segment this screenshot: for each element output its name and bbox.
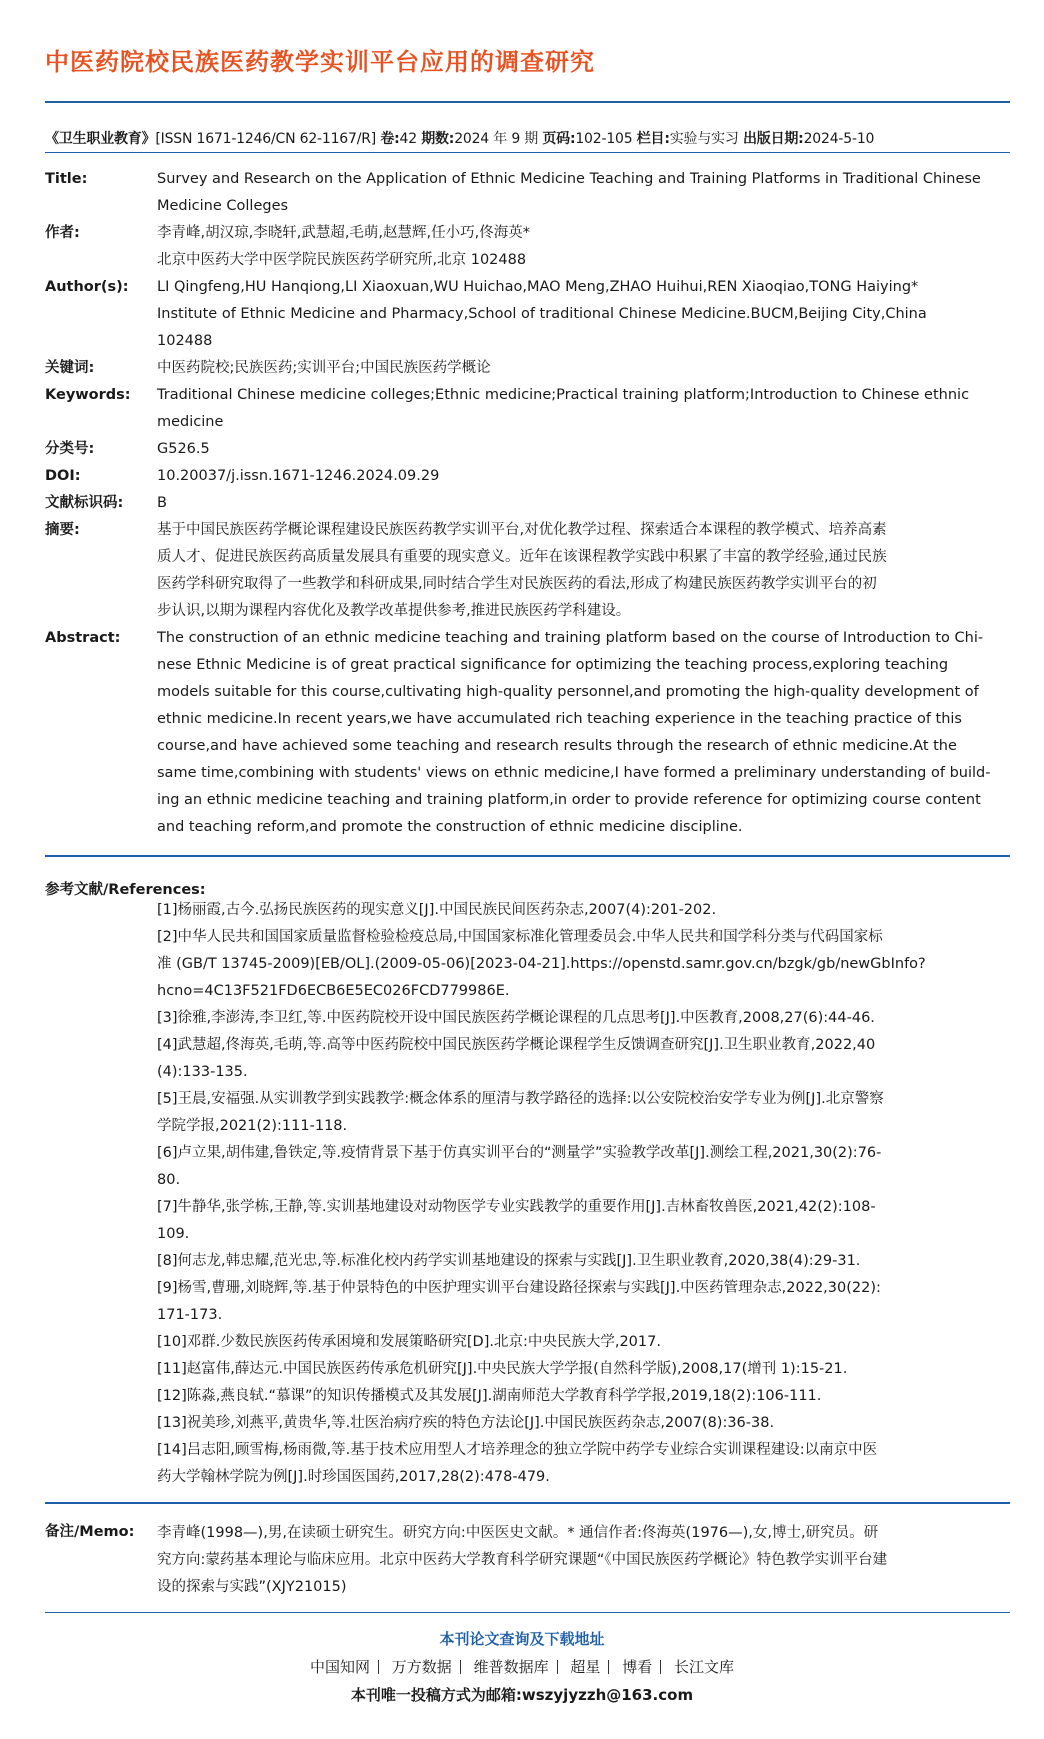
reference-item xyxy=(157,1086,1005,1140)
text-line: ethnic medicine.In recent years,we have accumulated rich teaching experience in the teaching practice of this xyxy=(157,711,962,727)
issue-label: 期数: xyxy=(421,131,455,147)
reference-line: [4]武慧超,佟海英,毛萌,等.高等中医药院校中国民族医药学概论课程学生反馈调查研究[J].卫生职业教育,2022,40 xyxy=(157,1037,876,1053)
publication-meta xyxy=(45,128,1015,148)
pages-label: 页码: xyxy=(542,131,576,147)
reference-line: 药大学翰林学院为例[J].时珍国医国药,2017,28(2):478-479. xyxy=(157,1469,550,1485)
field-value xyxy=(157,436,1005,463)
article-title: 中医药院校民族医药教学实训平台应用的调查研究 xyxy=(45,48,595,76)
reference-line: 171-173. xyxy=(157,1307,223,1323)
memo-label: 备注/Memo: xyxy=(45,1524,135,1540)
reference-line: [1]杨丽霞,古今.弘扬民族医药的现实意义[J].中国民族民间医药杂志,2007(4):201-202. xyxy=(157,902,717,918)
field-value xyxy=(157,463,1005,490)
reference-line: [12]陈淼,燕良轼.“慕课”的知识传播模式及其发展[J].湖南师范大学教育科学学报,2019,18(2):106-111. xyxy=(157,1388,822,1404)
reference-item xyxy=(157,924,1005,1005)
reference-line: [2]中华人民共和国国家质量监督检验检疫总局,中国国家标准化管理委员会.中华人民共和国学科分类与代码国家标 xyxy=(157,929,883,945)
field-value xyxy=(157,517,1005,625)
text-line: same time,combining with students' views on ethnic medicine,I have formed a preliminary understanding of build- xyxy=(157,765,991,781)
reference-line: [3]徐雅,李澎涛,李卫红,等.中医药院校开设中国民族医药学概论课程的几点思考[J].中医教育,2008,27(6):44-46. xyxy=(157,1010,875,1026)
reference-line: [13]祝美珍,刘燕平,黄贵华,等.壮医治病疗疾的特色方法论[J].中国民族医药杂志,2007(8):36-38. xyxy=(157,1415,775,1431)
reference-line: [8]何志龙,韩忠耀,范光忠,等.标准化校内药学实训基地建设的探索与实践[J].卫生职业教育,2020,38(4):29-31. xyxy=(157,1253,861,1269)
text-line: 究方向:蒙药基本理论与临床应用。北京中医药大学教育科学研究课题“《中国民族医药学概论》特色教学实训平台建 xyxy=(157,1552,888,1568)
site-bookan[interactable]: 博看 xyxy=(622,1658,653,1676)
footer-rule xyxy=(45,1612,1010,1613)
reference-item xyxy=(157,1248,1005,1275)
reference-item xyxy=(157,1383,1005,1410)
reference-line: hcno=4C13F521FD6ECB6E5EC026FCD779986E. xyxy=(157,983,510,999)
journal-name: 《卫生职业教育》 xyxy=(45,131,156,147)
reference-item xyxy=(157,1032,1005,1086)
text-line: 北京中医药大学中医学院民族医药学研究所,北京 102488 xyxy=(157,252,527,268)
reference-line: [7]牛静华,张学栋,王静,等.实训基地建设对动物医学专业实践教学的重要作用[J].吉林畜牧兽医,2021,42(2):108- xyxy=(157,1199,876,1215)
text-line: ing an ethnic medicine teaching and training platform,in order to provide reference for optimizing course content xyxy=(157,792,981,808)
column: 实验与实习 xyxy=(669,131,739,147)
reference-line: (4):133-135. xyxy=(157,1064,248,1080)
reference-line: [5]王晨,安福强.从实训教学到实践教学:概念体系的厘清与教学路径的选择:以公安院校治安学专业为例[J].北京警察 xyxy=(157,1091,884,1107)
reference-item xyxy=(157,1005,1005,1032)
text-line: models suitable for this course,cultivating high-quality personnel,and promoting the high-quality development of xyxy=(157,684,979,700)
site-cnki[interactable]: 中国知网 xyxy=(310,1658,371,1676)
reference-line: [9]杨雪,曹珊,刘晓辉,等.基于仲景特色的中医护理实训平台建设路径探索与实践[J].中医药管理杂志,2022,30(22): xyxy=(157,1280,881,1296)
references-list xyxy=(157,897,1005,1491)
divider xyxy=(378,1660,379,1674)
site-vip[interactable]: 维普数据库 xyxy=(473,1658,549,1676)
field-label: Title: xyxy=(45,171,88,187)
reference-line: 准 (GB/T 13745-2009)[EB/OL].(2009-05-06)[2023-04-21].https://openstd.samr.gov.cn/bzgk/gb/newGbInfo? xyxy=(157,956,926,972)
text-line: The construction of an ethnic medicine teaching and training platform based on the course of Introduction to Chi- xyxy=(157,630,984,646)
text-line: LI Qingfeng,HU Hanqiong,LI Xiaoxuan,WU Huichao,MAO Meng,ZHAO Huihui,REN Xiaoqiao,TONG Haiying* xyxy=(157,279,919,295)
field-label: 作者: xyxy=(45,225,80,241)
text-line: and teaching reform,and promote the construction of ethnic medicine discipline. xyxy=(157,819,743,835)
reference-item xyxy=(157,897,1005,924)
reference-item xyxy=(157,1356,1005,1383)
reference-line: 80. xyxy=(157,1172,181,1188)
reference-item xyxy=(157,1437,1005,1491)
divider xyxy=(660,1660,661,1674)
memo-rule xyxy=(45,1502,1010,1504)
text-line: B xyxy=(157,495,167,511)
text-line: 设的探索与实践”(XJY21015) xyxy=(157,1579,347,1595)
abstract-rule xyxy=(45,855,1010,857)
reference-line: [6]卢立果,胡伟建,鲁铁定,等.疫情背景下基于仿真实训平台的“测量学”实验教学改革[J].测绘工程,2021,30(2):76- xyxy=(157,1145,882,1161)
field-value xyxy=(157,382,1005,436)
meta-rule xyxy=(45,152,1010,153)
text-line: Traditional Chinese medicine colleges;Ethnic medicine;Practical training platform;Introduction to Chinese ethnic xyxy=(157,387,970,403)
divider xyxy=(557,1660,558,1674)
field-label: DOI: xyxy=(45,468,81,484)
issn: [ISSN 1671-1246/CN 62-1167/R] xyxy=(155,131,377,147)
text-line: 李青峰(1998—),男,在读硕士研究生。研究方向:中医医史文献。* 通信作者:佟海英(1976—),女,博士,研究员。研 xyxy=(157,1525,879,1541)
reference-line: [10]邓群.少数民族医药传承困境和发展策略研究[D].北京:中央民族大学,2017. xyxy=(157,1334,661,1350)
field-label: Keywords: xyxy=(45,387,131,403)
site-wanfang[interactable]: 万方数据 xyxy=(391,1658,452,1676)
site-chaoxing[interactable]: 超星 xyxy=(570,1658,601,1676)
field-value xyxy=(157,625,1005,841)
reference-item xyxy=(157,1194,1005,1248)
field-value xyxy=(157,355,1005,382)
reference-line: 学院学报,2021(2):111-118. xyxy=(157,1118,348,1134)
reference-item xyxy=(157,1275,1005,1329)
text-line: 质人才、促进民族医药高质量发展具有重要的现实意义。近年在该课程教学实践中积累了丰富的教学经验,通过民族 xyxy=(157,549,887,565)
volume: 42 xyxy=(399,131,417,147)
issue: 2024 年 9 期 xyxy=(454,131,539,147)
text-line: Survey and Research on the Application of Ethnic Medicine Teaching and Training Platforms in Traditional Chinese xyxy=(157,171,981,187)
site-changjiang[interactable]: 长江文库 xyxy=(673,1658,734,1676)
divider xyxy=(460,1660,461,1674)
text-line: Institute of Ethnic Medicine and Pharmacy,School of traditional Chinese Medicine.BUCM,Beijing City,China xyxy=(157,306,927,322)
publish-date: 2024-5-10 xyxy=(803,131,875,147)
field-value xyxy=(157,220,1005,274)
field-label: Abstract: xyxy=(45,630,121,646)
field-value xyxy=(157,274,1005,355)
reference-line: [14]吕志阳,顾雪梅,杨雨微,等.基于技术应用型人才培养理念的独立学院中药学专业综合实训课程建设:以南京中医 xyxy=(157,1442,878,1458)
field-value xyxy=(157,166,1005,220)
divider xyxy=(608,1660,609,1674)
text-line: medicine xyxy=(157,414,224,430)
column-label: 栏目: xyxy=(636,131,670,147)
text-line: G526.5 xyxy=(157,441,210,457)
text-line: 中医药院校;民族医药;实训平台;中国民族医药学概论 xyxy=(157,360,491,376)
volume-label: 卷: xyxy=(380,131,400,147)
text-line: course,and have achieved some teaching and research results through the research of ethnic medicine.At the xyxy=(157,738,957,754)
field-label: Author(s): xyxy=(45,279,129,295)
reference-line: 109. xyxy=(157,1226,190,1242)
references-heading: 参考文献/References: xyxy=(45,882,206,898)
text-line: 医药学科研究取得了一些教学和科研成果,同时结合学生对民族医药的看法,形成了构建民族医药教学实训平台的初 xyxy=(157,576,877,592)
reference-item xyxy=(157,1329,1005,1356)
field-label: 分类号: xyxy=(45,441,95,457)
field-label: 摘要: xyxy=(45,522,80,538)
text-line: 102488 xyxy=(157,333,213,349)
field-value xyxy=(157,490,1005,517)
footer-contact: 本刊唯一投稿方式为邮箱:wszyjyzzh@163.com xyxy=(350,1686,694,1704)
text-line: 步认识,以期为课程内容优化及教学改革提供参考,推进民族医药学科建设。 xyxy=(157,603,631,619)
header-rule xyxy=(45,101,1010,103)
doi-link[interactable]: 10.20037/j.issn.1671-1246.2024.09.29 xyxy=(157,468,440,484)
reference-item xyxy=(157,1140,1005,1194)
text-line: Medicine Colleges xyxy=(157,198,289,214)
field-label: 文献标识码: xyxy=(45,495,124,511)
memo-text xyxy=(157,1520,1005,1601)
footer-heading: 本刊论文查询及下载地址 xyxy=(439,1630,605,1648)
text-line: 基于中国民族医药学概论课程建设民族医药教学实训平台,对优化教学过程、探索适合本课程的教学模式、培养高素 xyxy=(157,522,887,538)
field-label: 关键词: xyxy=(45,360,95,376)
date-label: 出版日期: xyxy=(742,131,804,147)
text-line: nese Ethnic Medicine is of great practical significance for optimizing the teaching process,exploring teaching xyxy=(157,657,949,673)
footer-sites xyxy=(0,1656,1044,1677)
text-line: 李青峰,胡汉琼,李晓轩,武慧超,毛萌,赵慧辉,任小巧,佟海英* xyxy=(157,225,531,241)
reference-line: [11]赵富伟,薛达元.中国民族医药传承危机研究[J].中央民族大学学报(自然科学版),2008,17(增刊 1):15-21. xyxy=(157,1361,848,1377)
reference-item xyxy=(157,1410,1005,1437)
pages: 102-105 xyxy=(575,131,633,147)
